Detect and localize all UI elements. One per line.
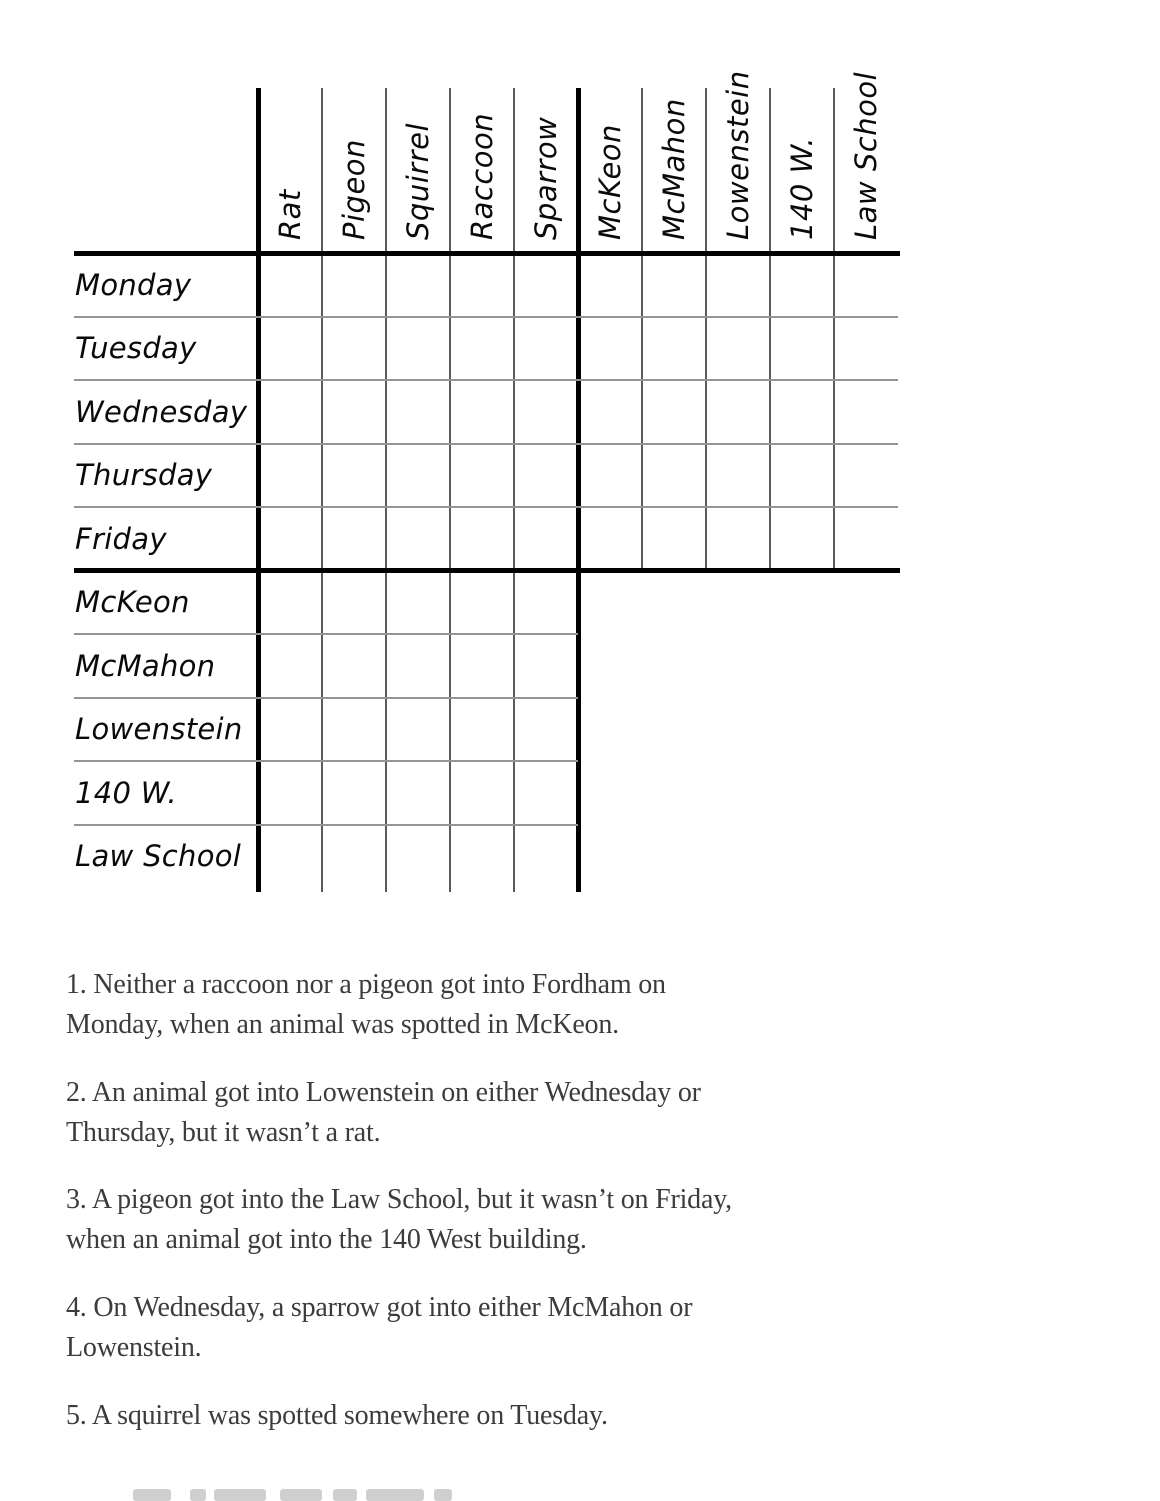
clue-5	[66, 1396, 608, 1436]
grid-cell[interactable]	[708, 509, 768, 569]
clue-1-line-2: Monday, when an animal was spotted in McKeon.	[66, 1009, 619, 1040]
clue-4-line-1: 4. On Wednesday, a sparrow got into either McMahon or	[66, 1292, 693, 1323]
grid-cell[interactable]	[260, 700, 320, 760]
grid-line-vertical	[705, 88, 707, 573]
truncated-text-blob	[434, 1489, 452, 1501]
truncated-text-blob	[190, 1489, 206, 1501]
row-header-law-school-9: Law School	[75, 839, 242, 874]
grid-cell[interactable]	[644, 255, 704, 315]
grid-cell[interactable]	[260, 446, 320, 506]
grid-cell[interactable]	[516, 319, 576, 379]
grid-cell[interactable]	[836, 446, 896, 506]
grid-cell[interactable]	[772, 509, 832, 569]
grid-cell[interactable]	[644, 319, 704, 379]
grid-cell[interactable]	[836, 382, 896, 442]
grid-cell[interactable]	[516, 446, 576, 506]
grid-cell[interactable]	[452, 763, 512, 823]
grid-line-vertical	[321, 88, 323, 892]
grid-cell[interactable]	[580, 509, 640, 569]
grid-cell[interactable]	[452, 636, 512, 696]
grid-cell[interactable]	[836, 319, 896, 379]
grid-cell[interactable]	[388, 636, 448, 696]
grid-cell[interactable]	[260, 255, 320, 315]
grid-line-vertical	[769, 88, 771, 573]
row-header-140-w-8: 140 W.	[75, 775, 177, 810]
grid-cell[interactable]	[580, 446, 640, 506]
grid-cell[interactable]	[580, 255, 640, 315]
grid-cell[interactable]	[836, 509, 896, 569]
grid-cell[interactable]	[516, 763, 576, 823]
clue-5-line-1: 5. A squirrel was spotted somewhere on Tuesday.	[66, 1400, 608, 1431]
column-header-law-school: Law School	[849, 71, 883, 240]
grid-cell[interactable]	[516, 827, 576, 887]
grid-line-vertical	[449, 88, 451, 892]
grid-cell[interactable]	[516, 382, 576, 442]
column-header-140-w: 140 W.	[785, 136, 819, 240]
grid-cell[interactable]	[324, 446, 384, 506]
grid-line-vertical	[513, 88, 515, 892]
grid-cell[interactable]	[324, 319, 384, 379]
grid-cell[interactable]	[324, 700, 384, 760]
grid-cell[interactable]	[260, 509, 320, 569]
column-header-rat: Rat	[273, 189, 307, 240]
grid-cell[interactable]	[388, 319, 448, 379]
grid-cell[interactable]	[324, 636, 384, 696]
column-header-sparrow: Sparrow	[529, 116, 563, 240]
grid-cell[interactable]	[388, 700, 448, 760]
grid-cell[interactable]	[388, 827, 448, 887]
grid-cell[interactable]	[388, 446, 448, 506]
grid-cell[interactable]	[388, 763, 448, 823]
row-header-wednesday-2: Wednesday	[75, 394, 248, 429]
clue-1	[66, 965, 666, 1045]
grid-cell[interactable]	[260, 827, 320, 887]
grid-cell[interactable]	[772, 319, 832, 379]
row-header-tuesday-1: Tuesday	[75, 331, 197, 366]
grid-cell[interactable]	[324, 382, 384, 442]
grid-cell[interactable]	[452, 382, 512, 442]
grid-cell[interactable]	[708, 382, 768, 442]
column-header-squirrel: Squirrel	[401, 123, 435, 240]
grid-cell[interactable]	[772, 255, 832, 315]
clue-3-line-1: 3. A pigeon got into the Law School, but it wasn’t on Friday,	[66, 1184, 732, 1215]
grid-cell[interactable]	[580, 319, 640, 379]
column-header-mckeon: McKeon	[593, 124, 627, 240]
truncated-text-blob	[366, 1489, 424, 1501]
grid-line-vertical	[833, 88, 835, 573]
grid-cell[interactable]	[324, 509, 384, 569]
truncated-text-blob	[280, 1489, 322, 1501]
grid-line-vertical	[385, 88, 387, 892]
clue-3-line-2: when an animal got into the 140 West building.	[66, 1224, 587, 1255]
grid-cell[interactable]	[388, 382, 448, 442]
grid-cell[interactable]	[324, 255, 384, 315]
grid-cell[interactable]	[452, 573, 512, 633]
row-header-lowenstein-7: Lowenstein	[75, 712, 243, 747]
row-header-mckeon-5: McKeon	[75, 585, 190, 620]
grid-cell[interactable]	[260, 573, 320, 633]
grid-cell[interactable]	[388, 573, 448, 633]
row-header-mcmahon-6: McMahon	[75, 648, 216, 683]
grid-cell[interactable]	[324, 827, 384, 887]
grid-cell[interactable]	[708, 255, 768, 315]
clue-2-line-2: Thursday, but it wasn’t a rat.	[66, 1117, 381, 1148]
grid-cell[interactable]	[452, 446, 512, 506]
grid-cell[interactable]	[644, 509, 704, 569]
grid-cell[interactable]	[772, 382, 832, 442]
grid-cell[interactable]	[772, 446, 832, 506]
column-header-pigeon: Pigeon	[337, 139, 371, 240]
grid-cell[interactable]	[836, 255, 896, 315]
grid-cell[interactable]	[516, 636, 576, 696]
grid-cell[interactable]	[708, 319, 768, 379]
grid-cell[interactable]	[580, 382, 640, 442]
clue-2-line-1: 2. An animal got into Lowenstein on either Wednesday or	[66, 1077, 701, 1108]
grid-cell[interactable]	[452, 255, 512, 315]
clue-1-line-1: 1. Neither a raccoon nor a pigeon got into Fordham on	[66, 969, 666, 1000]
grid-cell[interactable]	[644, 446, 704, 506]
truncated-text-blob	[133, 1489, 171, 1501]
truncated-text-blob	[214, 1489, 266, 1501]
grid-cell[interactable]	[708, 446, 768, 506]
grid-cell[interactable]	[452, 827, 512, 887]
grid-cell[interactable]	[516, 573, 576, 633]
column-header-lowenstein: Lowenstein	[721, 70, 755, 240]
clue-2	[66, 1073, 701, 1153]
clue-3	[66, 1180, 732, 1260]
column-header-mcmahon: McMahon	[657, 98, 691, 240]
clue-4	[66, 1288, 692, 1368]
row-header-friday-4: Friday	[75, 521, 167, 556]
grid-cell[interactable]	[324, 573, 384, 633]
truncated-text-blob	[333, 1489, 357, 1501]
grid-line-vertical	[641, 88, 643, 573]
grid-cell[interactable]	[516, 509, 576, 569]
row-header-thursday-3: Thursday	[75, 458, 213, 493]
grid-cell[interactable]	[260, 319, 320, 379]
row-header-monday-0: Monday	[75, 267, 192, 302]
grid-cell[interactable]	[452, 700, 512, 760]
grid-line-horizontal	[74, 316, 898, 318]
grid-cell[interactable]	[388, 255, 448, 315]
grid-cell[interactable]	[452, 509, 512, 569]
grid-cell[interactable]	[260, 763, 320, 823]
grid-cell[interactable]	[452, 319, 512, 379]
grid-cell[interactable]	[644, 382, 704, 442]
grid-cell[interactable]	[516, 255, 576, 315]
grid-cell[interactable]	[324, 763, 384, 823]
column-header-raccoon: Raccoon	[465, 112, 499, 240]
grid-cell[interactable]	[388, 509, 448, 569]
clue-4-line-2: Lowenstein.	[66, 1332, 202, 1363]
grid-cell[interactable]	[260, 636, 320, 696]
grid-cell[interactable]	[516, 700, 576, 760]
grid-cell[interactable]	[260, 382, 320, 442]
